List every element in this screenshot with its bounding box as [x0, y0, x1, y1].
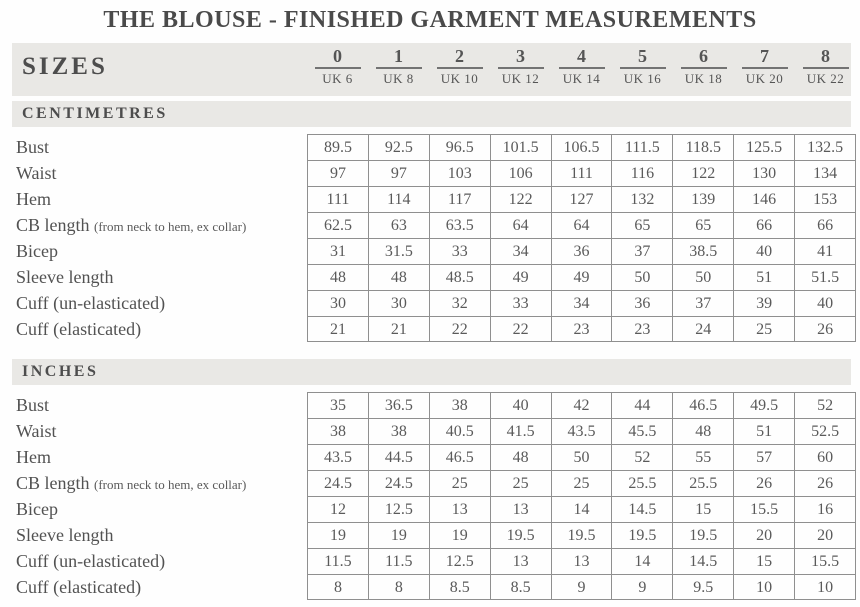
- row-label-cell: [0, 316, 307, 342]
- size-number: 2: [455, 46, 464, 66]
- row-cells: [307, 264, 856, 290]
- size-number: 1: [394, 46, 403, 66]
- row-label-note: (from neck to hem, ex collar): [94, 477, 247, 492]
- measurement-cell: 36: [551, 238, 612, 264]
- measurement-cell: 111: [551, 160, 612, 186]
- measurement-cell: 14.5: [611, 496, 672, 522]
- measurement-cell: 127: [551, 186, 612, 212]
- table-row: [0, 264, 860, 290]
- row-label: Bicep: [16, 241, 58, 261]
- row-label-cell: [0, 238, 307, 264]
- measurement-cell: 21: [368, 316, 429, 342]
- measurement-cell: 134: [794, 160, 856, 186]
- measurement-cell: 9: [551, 574, 612, 600]
- measurement-cell: 22: [429, 316, 490, 342]
- measurement-cell: 49: [490, 264, 551, 290]
- row-label-cell: [0, 160, 307, 186]
- row-cells: [307, 496, 856, 522]
- measurement-cell: 122: [490, 186, 551, 212]
- row-label-cell: [0, 290, 307, 316]
- measurement-cell: 14: [551, 496, 612, 522]
- measurement-cell: 25: [733, 316, 794, 342]
- measurement-cell: 50: [551, 444, 612, 470]
- measurement-cell: 114: [368, 186, 429, 212]
- measurement-cell: 25.5: [672, 470, 733, 496]
- measurement-cell: 46.5: [672, 392, 733, 418]
- page-title: THE BLOUSE - FINISHED GARMENT MEASUREMENTS: [103, 7, 757, 33]
- measurement-cell: 23: [551, 316, 612, 342]
- measurement-cell: 37: [611, 238, 672, 264]
- measurement-cell: 25: [490, 470, 551, 496]
- measurement-cell: 26: [794, 316, 856, 342]
- measurement-cell: 25: [551, 470, 612, 496]
- size-underline: [620, 67, 666, 69]
- measurement-cell: 13: [551, 548, 612, 574]
- measurement-cell: 51.5: [794, 264, 856, 290]
- size-underline: [315, 67, 361, 69]
- measurement-cell: 49.5: [733, 392, 794, 418]
- size-columns: [307, 43, 856, 96]
- row-label: Waist: [16, 421, 57, 441]
- measurement-cell: 48: [490, 444, 551, 470]
- size-uk-label: UK 22: [806, 71, 845, 86]
- size-column: [490, 43, 551, 96]
- measurement-cell: 38.5: [672, 238, 733, 264]
- measurement-sections: [0, 101, 860, 600]
- measurement-cell: 15: [733, 548, 794, 574]
- section-label: CENTIMETRES: [22, 105, 168, 122]
- measurement-cell: 8.5: [429, 574, 490, 600]
- row-label: Cuff (elasticated): [16, 319, 142, 339]
- size-uk-label: UK 10: [440, 71, 479, 86]
- measurement-cell: 50: [672, 264, 733, 290]
- measurement-cell: 19.5: [490, 522, 551, 548]
- measurement-cell: 45.5: [611, 418, 672, 444]
- measurement-cell: 10: [733, 574, 794, 600]
- measurement-cell: 43.5: [307, 444, 368, 470]
- size-number: 6: [699, 46, 708, 66]
- table-row: [0, 574, 860, 600]
- row-label-cell: [0, 574, 307, 600]
- measurement-cell: 89.5: [307, 134, 368, 160]
- size-underline: [681, 67, 727, 69]
- row-cells: [307, 522, 856, 548]
- measurement-cell: 122: [672, 160, 733, 186]
- measurement-table: [0, 392, 860, 600]
- measurement-cell: 19: [307, 522, 368, 548]
- size-number: 7: [760, 46, 769, 66]
- row-label-cell: [0, 134, 307, 160]
- row-cells: [307, 316, 856, 342]
- measurement-cell: 66: [794, 212, 856, 238]
- table-row: [0, 316, 860, 342]
- row-cells: [307, 444, 856, 470]
- measurement-cell: 153: [794, 186, 856, 212]
- measurement-cell: 19: [368, 522, 429, 548]
- measurement-cell: 24.5: [368, 470, 429, 496]
- row-label-cell: [0, 392, 307, 418]
- measurement-cell: 10: [794, 574, 856, 600]
- measurement-cell: 30: [368, 290, 429, 316]
- size-uk-label: UK 6: [322, 71, 353, 86]
- measurement-cell: 48.5: [429, 264, 490, 290]
- row-label: CB length: [16, 473, 90, 493]
- measurement-cell: 101.5: [490, 134, 551, 160]
- row-label: Hem: [16, 189, 51, 209]
- measurement-cell: 26: [794, 470, 856, 496]
- size-uk-label: UK 8: [383, 71, 414, 86]
- row-label-cell: [0, 470, 307, 496]
- table-row: [0, 496, 860, 522]
- measurement-cell: 35: [307, 392, 368, 418]
- row-label-cell: [0, 496, 307, 522]
- measurement-cell: 52: [794, 392, 856, 418]
- measurement-cell: 52.5: [794, 418, 856, 444]
- measurement-cell: 25.5: [611, 470, 672, 496]
- row-cells: [307, 418, 856, 444]
- size-number: 4: [577, 46, 586, 66]
- measurement-cell: 37: [672, 290, 733, 316]
- measurement-cell: 38: [429, 392, 490, 418]
- size-underline: [742, 67, 788, 69]
- measurement-cell: 32: [429, 290, 490, 316]
- row-cells: [307, 186, 856, 212]
- size-underline: [437, 67, 483, 69]
- measurement-cell: 33: [490, 290, 551, 316]
- measurement-cell: 132: [611, 186, 672, 212]
- measurement-section-centimetres: [0, 101, 860, 342]
- measurement-cell: 9.5: [672, 574, 733, 600]
- size-uk-label: UK 16: [623, 71, 662, 86]
- size-number: 8: [821, 46, 830, 66]
- row-label: CB length: [16, 215, 90, 235]
- measurement-cell: 48: [307, 264, 368, 290]
- measurement-cell: 64: [551, 212, 612, 238]
- section-label: INCHES: [22, 363, 99, 380]
- measurement-cell: 8.5: [490, 574, 551, 600]
- measurement-cell: 49: [551, 264, 612, 290]
- measurement-cell: 22: [490, 316, 551, 342]
- row-cells: [307, 392, 856, 418]
- row-cells: [307, 212, 856, 238]
- measurement-cell: 20: [733, 522, 794, 548]
- measurement-cell: 48: [672, 418, 733, 444]
- measurement-cell: 111.5: [611, 134, 672, 160]
- row-label: Sleeve length: [16, 267, 114, 287]
- size-underline: [498, 67, 544, 69]
- measurement-cell: 111: [307, 186, 368, 212]
- row-label: Hem: [16, 447, 51, 467]
- measurement-cell: 8: [368, 574, 429, 600]
- size-uk-label: UK 14: [562, 71, 601, 86]
- measurement-cell: 16: [794, 496, 856, 522]
- table-row: [0, 418, 860, 444]
- measurement-cell: 65: [672, 212, 733, 238]
- measurement-cell: 15: [672, 496, 733, 522]
- table-row: [0, 238, 860, 264]
- measurement-cell: 33: [429, 238, 490, 264]
- table-row: [0, 134, 860, 160]
- row-label-cell: [0, 548, 307, 574]
- measurement-cell: 34: [490, 238, 551, 264]
- measurement-cell: 31.5: [368, 238, 429, 264]
- measurement-cell: 21: [307, 316, 368, 342]
- measurement-cell: 43.5: [551, 418, 612, 444]
- measurement-cell: 146: [733, 186, 794, 212]
- table-row: [0, 212, 860, 238]
- measurement-table: [0, 134, 860, 342]
- measurement-cell: 64: [490, 212, 551, 238]
- table-row: [0, 290, 860, 316]
- measurement-cell: 132.5: [794, 134, 856, 160]
- measurement-cell: 118.5: [672, 134, 733, 160]
- measurement-cell: 11.5: [307, 548, 368, 574]
- measurement-cell: 19.5: [611, 522, 672, 548]
- row-cells: [307, 548, 856, 574]
- row-label: Cuff (un-elasticated): [16, 293, 166, 313]
- sizes-label: SIZES: [22, 53, 108, 80]
- row-label-cell: [0, 212, 307, 238]
- size-number: 0: [333, 46, 342, 66]
- size-number: 3: [516, 46, 525, 66]
- row-cells: [307, 574, 856, 600]
- measurement-cell: 92.5: [368, 134, 429, 160]
- measurement-cell: 36: [611, 290, 672, 316]
- size-underline: [376, 67, 422, 69]
- measurement-cell: 12: [307, 496, 368, 522]
- measurement-cell: 12.5: [368, 496, 429, 522]
- measurement-section-inches: [0, 359, 860, 600]
- measurement-cell: 41: [794, 238, 856, 264]
- row-label-cell: [0, 264, 307, 290]
- measurement-cell: 50: [611, 264, 672, 290]
- row-cells: [307, 160, 856, 186]
- measurement-cell: 52: [611, 444, 672, 470]
- measurement-cell: 19.5: [672, 522, 733, 548]
- table-row: [0, 522, 860, 548]
- measurement-cell: 125.5: [733, 134, 794, 160]
- size-column: [551, 43, 612, 96]
- measurement-cell: 38: [368, 418, 429, 444]
- row-label-cell: [0, 186, 307, 212]
- measurement-cell: 36.5: [368, 392, 429, 418]
- measurement-cell: 106: [490, 160, 551, 186]
- measurement-cell: 51: [733, 264, 794, 290]
- row-label-cell: [0, 418, 307, 444]
- size-column: [673, 43, 734, 96]
- measurement-cell: 65: [611, 212, 672, 238]
- row-label: Cuff (un-elasticated): [16, 551, 166, 571]
- measurement-cell: 8: [307, 574, 368, 600]
- size-column: [368, 43, 429, 96]
- measurement-cell: 130: [733, 160, 794, 186]
- measurement-cell: 116: [611, 160, 672, 186]
- size-column: [307, 43, 368, 96]
- measurement-cell: 24: [672, 316, 733, 342]
- size-column: [734, 43, 795, 96]
- measurement-cell: 62.5: [307, 212, 368, 238]
- measurement-cell: 11.5: [368, 548, 429, 574]
- measurement-cell: 106.5: [551, 134, 612, 160]
- measurement-cell: 139: [672, 186, 733, 212]
- table-row: [0, 186, 860, 212]
- size-number: 5: [638, 46, 647, 66]
- measurement-cell: 60: [794, 444, 856, 470]
- size-uk-label: UK 12: [501, 71, 540, 86]
- measurement-cell: 31: [307, 238, 368, 264]
- row-cells: [307, 134, 856, 160]
- row-label-note: (from neck to hem, ex collar): [94, 219, 247, 234]
- table-row: [0, 160, 860, 186]
- measurement-cell: 42: [551, 392, 612, 418]
- measurement-cell: 103: [429, 160, 490, 186]
- measurement-cell: 55: [672, 444, 733, 470]
- measurement-cell: 97: [368, 160, 429, 186]
- measurement-cell: 38: [307, 418, 368, 444]
- row-label: Waist: [16, 163, 57, 183]
- row-label-cell: [0, 444, 307, 470]
- sizes-header-band: [12, 43, 851, 96]
- measurement-cell: 39: [733, 290, 794, 316]
- section-header-band: [12, 359, 851, 385]
- size-column: [612, 43, 673, 96]
- measurement-cell: 51: [733, 418, 794, 444]
- measurement-cell: 57: [733, 444, 794, 470]
- row-cells: [307, 470, 856, 496]
- measurement-cell: 14.5: [672, 548, 733, 574]
- row-label: Bust: [16, 395, 50, 415]
- size-underline: [803, 67, 849, 69]
- measurement-cell: 25: [429, 470, 490, 496]
- measurement-cell: 24.5: [307, 470, 368, 496]
- measurement-cell: 40: [490, 392, 551, 418]
- size-uk-label: UK 20: [745, 71, 784, 86]
- measurement-cell: 40.5: [429, 418, 490, 444]
- size-uk-label: UK 18: [684, 71, 723, 86]
- measurement-cell: 19.5: [551, 522, 612, 548]
- measurement-cell: 40: [733, 238, 794, 264]
- row-cells: [307, 290, 856, 316]
- row-label: Sleeve length: [16, 525, 114, 545]
- measurement-cell: 63: [368, 212, 429, 238]
- measurement-cell: 14: [611, 548, 672, 574]
- measurement-cell: 12.5: [429, 548, 490, 574]
- row-label: Bust: [16, 137, 50, 157]
- measurement-cell: 26: [733, 470, 794, 496]
- measurement-cell: 13: [490, 496, 551, 522]
- table-row: [0, 548, 860, 574]
- section-header-band: [12, 101, 851, 127]
- measurement-cell: 66: [733, 212, 794, 238]
- size-column: [429, 43, 490, 96]
- table-row: [0, 392, 860, 418]
- measurement-cell: 48: [368, 264, 429, 290]
- measurement-cell: 15.5: [733, 496, 794, 522]
- measurement-cell: 9: [611, 574, 672, 600]
- size-column: [795, 43, 856, 96]
- measurement-cell: 117: [429, 186, 490, 212]
- table-row: [0, 444, 860, 470]
- measurement-cell: 13: [429, 496, 490, 522]
- table-row: [0, 470, 860, 496]
- measurement-cell: 44.5: [368, 444, 429, 470]
- measurement-cell: 63.5: [429, 212, 490, 238]
- measurement-cell: 46.5: [429, 444, 490, 470]
- row-label: Bicep: [16, 499, 58, 519]
- measurement-cell: 20: [794, 522, 856, 548]
- measurement-cell: 34: [551, 290, 612, 316]
- measurement-cell: 41.5: [490, 418, 551, 444]
- measurement-cell: 30: [307, 290, 368, 316]
- measurement-cell: 13: [490, 548, 551, 574]
- measurement-cell: 23: [611, 316, 672, 342]
- row-label: Cuff (elasticated): [16, 577, 142, 597]
- measurement-cell: 19: [429, 522, 490, 548]
- row-label-cell: [0, 522, 307, 548]
- measurement-cell: 15.5: [794, 548, 856, 574]
- measurement-cell: 96.5: [429, 134, 490, 160]
- measurement-cell: 44: [611, 392, 672, 418]
- size-underline: [559, 67, 605, 69]
- measurement-cell: 40: [794, 290, 856, 316]
- row-cells: [307, 238, 856, 264]
- measurement-cell: 97: [307, 160, 368, 186]
